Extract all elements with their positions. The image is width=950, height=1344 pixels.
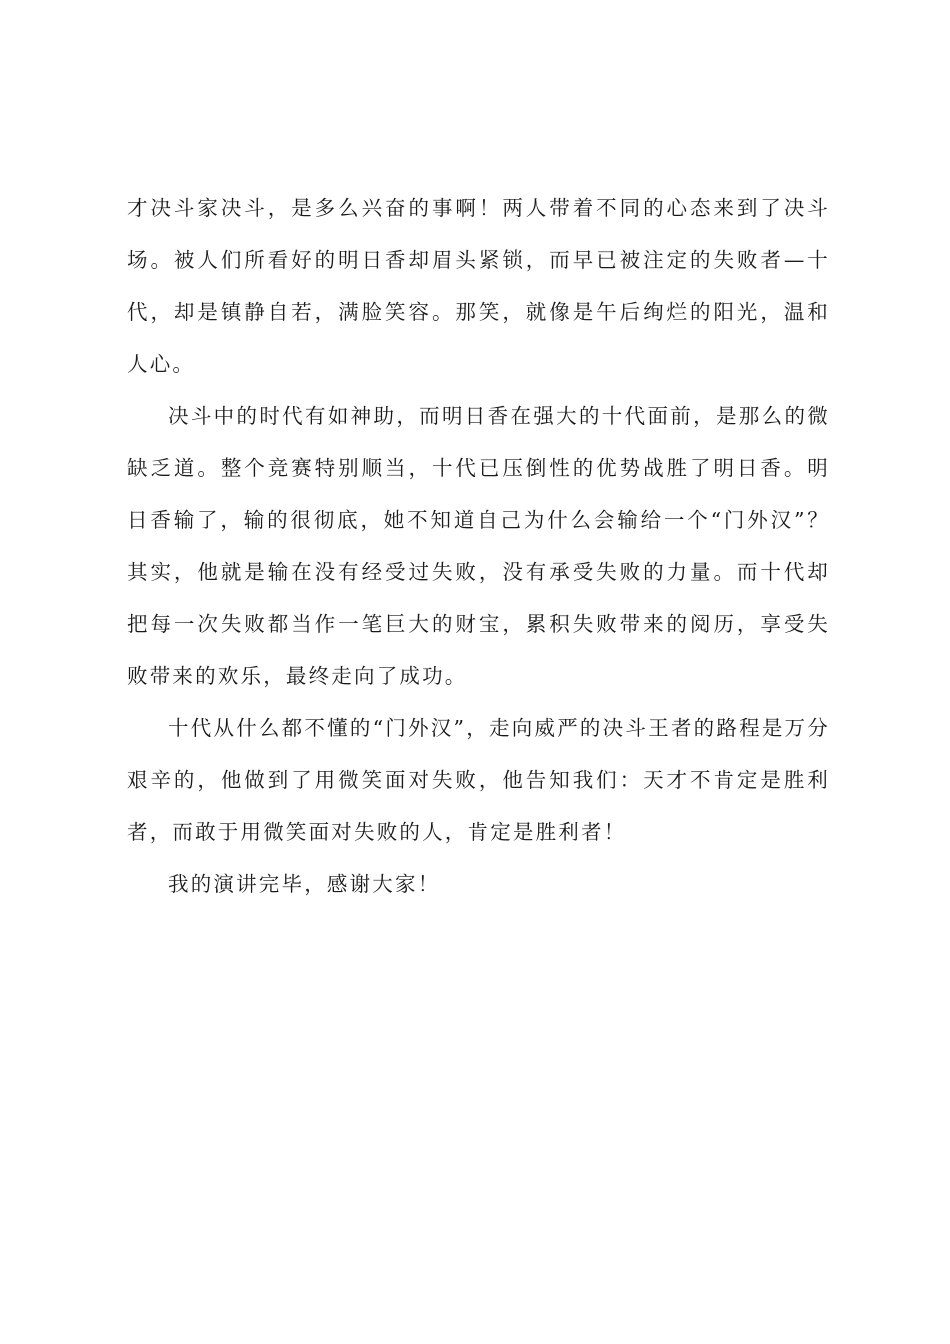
paragraph-duel-result: 决斗中的时代有如神助，而明日香在强大的十代面前，是那么的微缺乏道。整个竞赛特别顺当，十代已压倒性的优势战胜了明日香。明日香输了，输的很彻底，她不知道自己为什么会输给一个“门外汉”？其实，他就是输在没有经受过失败，没有承受失败的力量。而十代却把每一次失败都当作一笔巨大的财宝，累积失败带来的阅历，享受失败带来的欢乐，最终走向了成功。 bbox=[127, 404, 830, 688]
paragraph-continued: 才决斗家决斗，是多么兴奋的事啊！两人带着不同的心态来到了决斗场。被人们所看好的明日香却眉头紧锁，而早已被注定的失败者—十代，却是镇静自若，满脸笑容。那笑，就像是午后绚烂的阳光，温和人心。 bbox=[127, 196, 830, 376]
paragraph-closing: 我的演讲完毕，感谢大家！ bbox=[168, 872, 441, 896]
document-body bbox=[127, 182, 830, 910]
paragraph-conclusion: 十代从什么都不懂的“门外汉”，走向威严的决斗王者的路程是万分艰辛的，他做到了用微笑面对失败，他告知我们：天才不肯定是胜利者，而敢于用微笑面对失败的人，肯定是胜利者！ bbox=[127, 716, 830, 844]
